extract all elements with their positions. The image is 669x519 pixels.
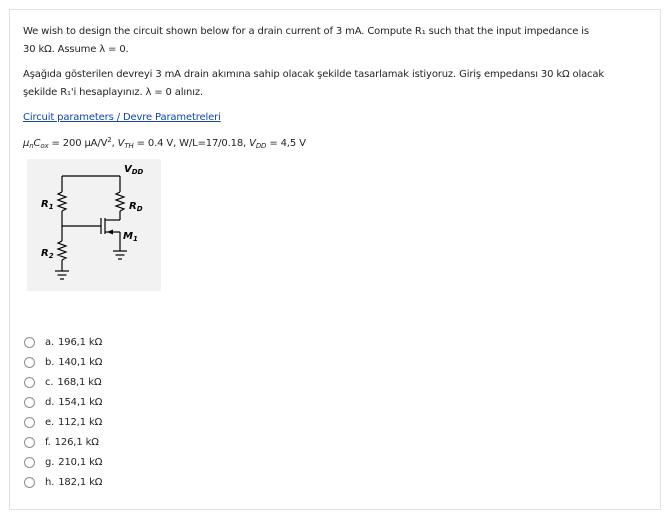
option-value: 154,1 kΩ [58,396,103,408]
vdd-label: $V_{DD}$ [124,164,144,176]
r1-resistor [58,192,66,211]
option-letter: h. [45,476,55,488]
option-letter: f. [45,436,51,448]
question-panel [9,9,661,510]
radio-button[interactable] [24,457,35,468]
option-letter: c. [45,376,54,388]
question-text-en-line2: 30 kΩ. Assume λ = 0. [23,44,129,55]
radio-button[interactable] [24,437,35,448]
option-f[interactable] [24,434,99,450]
option-letter: g. [45,456,55,468]
option-value: 210,1 kΩ [58,456,103,468]
option-value: 112,1 kΩ [58,416,103,428]
radio-button[interactable] [24,357,35,368]
option-h[interactable] [24,474,102,490]
option-d[interactable] [24,394,102,410]
vth-symbol: $V_{TH}$ [117,138,134,150]
mu-cox-value: = 200 μA/V [51,138,108,149]
option-letter: e. [45,416,55,428]
radio-button[interactable] [24,397,35,408]
radio-button[interactable] [24,477,35,488]
option-value: 168,1 kΩ [57,376,102,388]
circuit-schematic [27,159,161,291]
option-value: 196,1 kΩ [58,336,103,348]
vdd-value: = 4,5 V [269,138,306,149]
option-e[interactable] [24,414,102,430]
option-g[interactable] [24,454,102,470]
mu-n-cox-symbol: $\mu_nC_{ox}$ [23,138,49,150]
option-letter: d. [45,396,55,408]
r2-label: $R_2$ [41,248,54,260]
m1-label: $M_1$ [123,231,138,243]
option-letter: b. [45,356,55,368]
option-value: 126,1 kΩ [54,436,99,448]
radio-button[interactable] [24,377,35,388]
circuit-diagram [27,159,161,291]
option-value: 182,1 kΩ [58,476,103,488]
rd-resistor [116,192,124,211]
circuit-parameters-link[interactable]: Circuit parameters / Devre Parametreleri [23,112,221,123]
question-text-tr-line1: Aşağıda gösterilen devreyi 3 mA drain akımına sahip olacak şekilde tasarlamak istiyoruz. Giriş empedansı 30 kΩ olacak [23,69,605,80]
option-c[interactable] [24,374,101,390]
r2-resistor [58,241,66,260]
vdd-symbol: $V_{DD}$ [249,138,267,150]
radio-button[interactable] [24,417,35,428]
question-text-en-line1: We wish to design the circuit shown below for a drain current of 3 mA. Compute R₁ such that the input impedance is [23,26,589,37]
vth-value: = 0.4 V, W/L=17/0.18, [136,138,247,149]
option-b[interactable] [24,354,102,370]
circuit-parameters-line: $\mu_nC_{ox} = 200$ $\mu A/V^2$, $V_{TH} = 0.4$ V, W/L=17/0.18, $V_{DD} = 4,5$ V [23,136,306,150]
radio-button[interactable] [24,337,35,348]
question-text-tr-line2: şekilde R₁'i hesaplayınız. λ = 0 alınız. [23,87,203,98]
option-letter: a. [45,336,55,348]
r1-label: $R_1$ [41,199,54,211]
option-a[interactable] [24,334,102,350]
option-value: 140,1 kΩ [58,356,103,368]
rd-label: $R_D$ [129,201,143,213]
